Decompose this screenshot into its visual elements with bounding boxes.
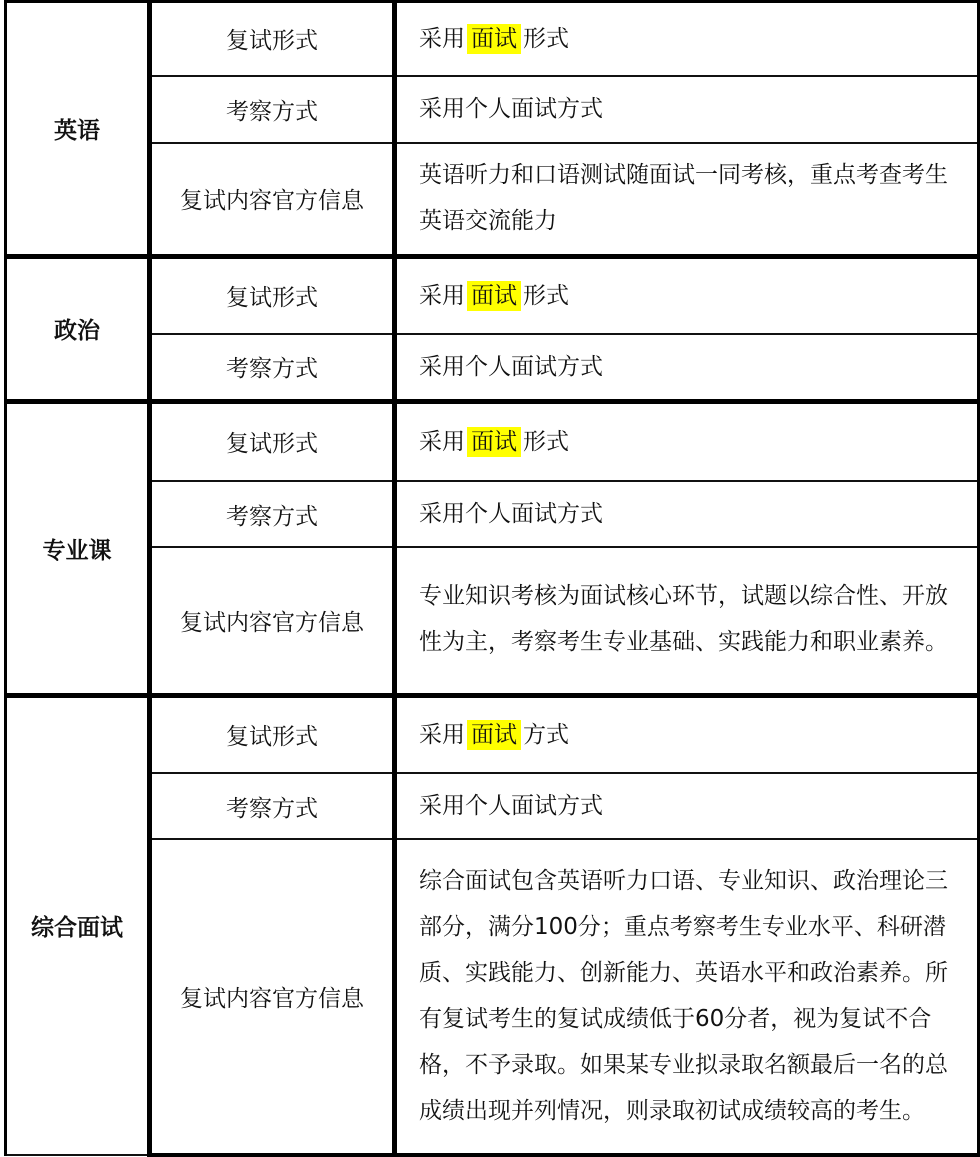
table-row xyxy=(6,143,979,257)
table-row xyxy=(6,839,979,1155)
table-row xyxy=(6,401,979,481)
field-label: 复试内容官方信息 xyxy=(150,839,395,1155)
field-label: 复试内容官方信息 xyxy=(150,547,395,695)
highlight-mark: 面试 xyxy=(467,720,521,750)
field-label: 复试形式 xyxy=(150,2,395,76)
field-value: 采用 面试 形式 xyxy=(395,256,979,334)
table-row xyxy=(6,773,979,839)
table-row xyxy=(6,481,979,547)
field-value: 综合面试包含英语听力口语、专业知识、政治理论三部分，满分100分；重点考察考生专业水平、科研潜质、实践能力、创新能力、英语水平和政治素养。所有复试考生的复试成绩低于60分者，视为复试不合格，不予录取。如果某专业拟录取名额最后一名的总成绩出现并列情况，则录取初试成绩较高的考生。 xyxy=(395,839,979,1155)
table-row xyxy=(6,695,979,773)
highlight-mark: 面试 xyxy=(467,24,521,54)
table-row xyxy=(6,256,979,334)
field-label: 考察方式 xyxy=(150,76,395,143)
field-value: 采用 面试 方式 xyxy=(395,695,979,773)
field-value: 采用个人面试方式 xyxy=(395,481,979,547)
table-row xyxy=(6,334,979,401)
highlight-mark: 面试 xyxy=(467,281,521,311)
table-row xyxy=(6,76,979,143)
category-major-course: 专业课 xyxy=(6,401,150,695)
field-label: 复试内容官方信息 xyxy=(150,143,395,257)
field-label: 考察方式 xyxy=(150,334,395,401)
category-english: 英语 xyxy=(6,2,150,257)
table-row xyxy=(6,547,979,695)
field-value: 专业知识考核为面试核心环节，试题以综合性、开放性为主，考察考生专业基础、实践能力和职业素养。 xyxy=(395,547,979,695)
field-value: 英语听力和口语测试随面试一同考核，重点考查考生英语交流能力 xyxy=(395,143,979,257)
highlight-mark: 面试 xyxy=(467,427,521,457)
field-label: 复试形式 xyxy=(150,256,395,334)
category-politics: 政治 xyxy=(6,256,150,401)
field-value: 采用个人面试方式 xyxy=(395,773,979,839)
field-value: 采用 面试 形式 xyxy=(395,401,979,481)
retest-info-table xyxy=(4,0,980,1157)
field-value: 采用个人面试方式 xyxy=(395,76,979,143)
field-value: 采用个人面试方式 xyxy=(395,334,979,401)
table-row xyxy=(6,2,979,76)
category-comprehensive-interview: 综合面试 xyxy=(6,695,150,1155)
field-label: 考察方式 xyxy=(150,481,395,547)
field-label: 复试形式 xyxy=(150,401,395,481)
field-value: 采用 面试 形式 xyxy=(395,2,979,76)
field-label: 考察方式 xyxy=(150,773,395,839)
field-label: 复试形式 xyxy=(150,695,395,773)
